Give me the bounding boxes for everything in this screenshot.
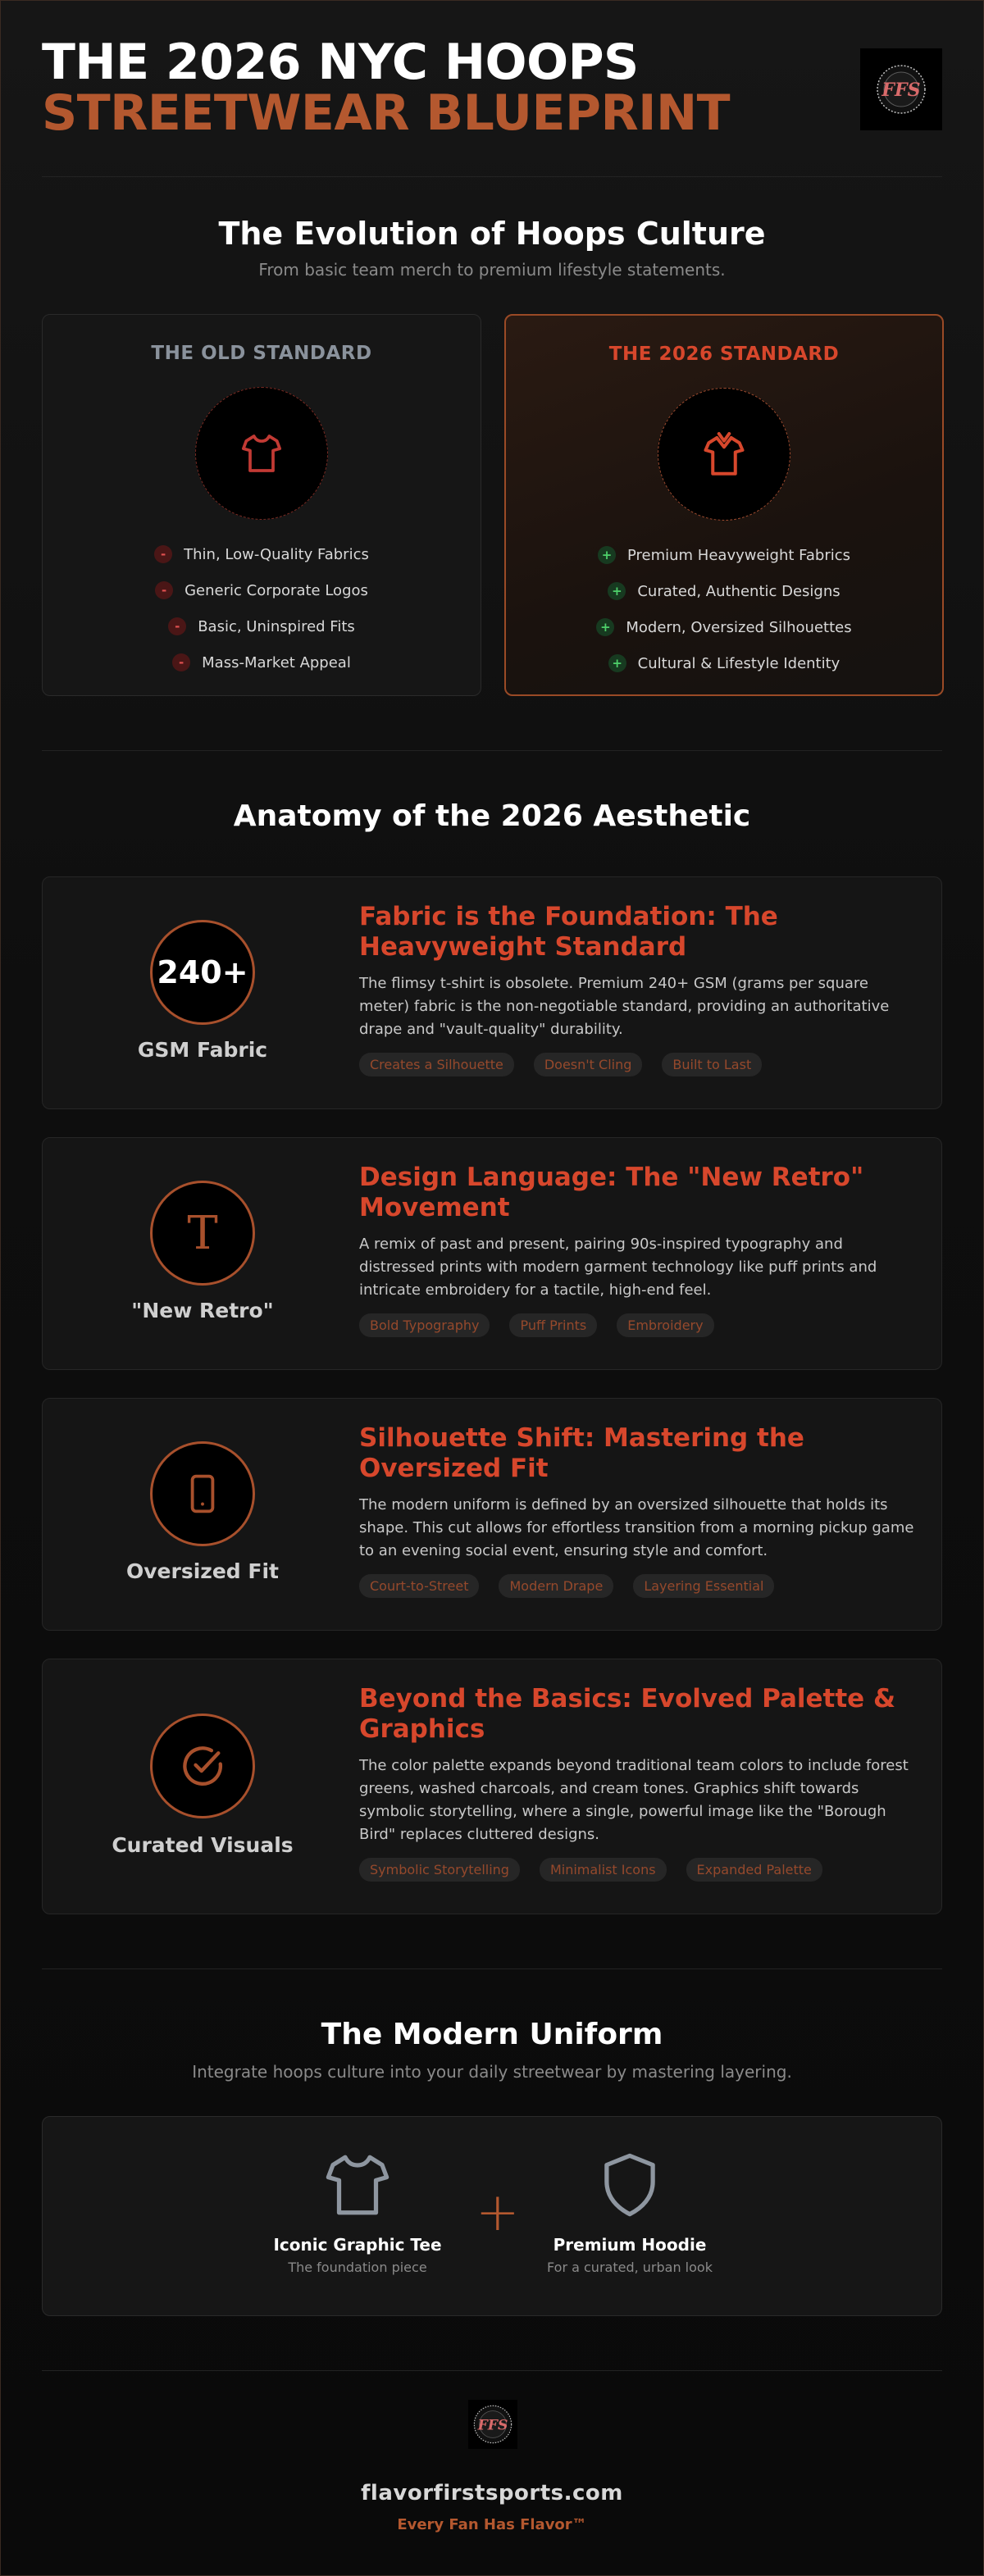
feature-title: Design Language: The "New Retro" Movement <box>359 1163 864 1222</box>
feature-tags <box>359 1574 917 1598</box>
uniform-card <box>42 2116 942 2316</box>
old-tee-badge <box>195 387 328 520</box>
logo-monogram: FFS <box>477 2417 508 2434</box>
list-item-label: Generic Corporate Logos <box>184 581 368 599</box>
divider <box>42 1968 942 1969</box>
list-item <box>506 609 942 645</box>
list-item <box>43 536 481 572</box>
list-item-label: Modern, Oversized Silhouettes <box>626 618 852 636</box>
brand-logo-icon <box>875 63 927 116</box>
new-standard-list <box>506 537 942 681</box>
list-item-label: Premium Heavyweight Fabrics <box>626 546 850 564</box>
feature-tags <box>359 1858 917 1882</box>
feature-content <box>359 1684 917 1882</box>
old-standard-card <box>42 314 481 696</box>
uniform-subtitle: Integrate hoops culture into your daily streetwear by mastering layering. <box>192 2062 792 2082</box>
feature-body: A remix of past and present, pairing 90s-inspired typography and distressed prints with modern garment technology like puff prints and intricate embroidery for a tactile, high-end feel. <box>359 1236 877 1299</box>
check-circle-icon <box>179 1742 226 1790</box>
minus-icon: - <box>168 617 186 635</box>
check-badge <box>150 1714 255 1818</box>
plus-icon: + <box>598 546 616 564</box>
feature-visual <box>43 1659 362 1914</box>
tag: Minimalist Icons <box>540 1858 667 1882</box>
tag: Court-to-Street <box>359 1574 479 1598</box>
feature-card-silhouette <box>42 1398 942 1631</box>
minus-icon: - <box>154 545 172 563</box>
typography-badge <box>150 1181 255 1286</box>
feature-title: Beyond the Basics: Evolved Palette & Graphics <box>359 1684 896 1744</box>
feature-caption: GSM Fabric <box>137 1038 268 1062</box>
plus-icon: + <box>596 618 614 636</box>
uniform-title: The Modern Uniform <box>321 2018 663 2051</box>
feature-body: The flimsy t-shirt is obsolete. Premium 240+ GSM (grams per square meter) fabric is the non-negotiable standard, providing an authoritative drape and "vault-quality" durability. <box>359 975 890 1038</box>
new-tee-badge <box>658 388 790 521</box>
old-standard-heading: THE OLD STANDARD <box>151 343 372 364</box>
plus-icon: + <box>608 654 626 672</box>
minus-icon: - <box>172 653 190 671</box>
feature-caption: "New Retro" <box>131 1299 274 1322</box>
feature-visual <box>43 1138 362 1369</box>
list-item-label: Curated, Authentic Designs <box>637 582 840 600</box>
feature-content <box>359 1163 917 1337</box>
uniform-item-name: Iconic Graphic Tee <box>273 2235 442 2255</box>
uniform-item-tee <box>259 2148 456 2275</box>
plus-icon: + <box>476 2182 520 2243</box>
tag: Layering Essential <box>633 1574 774 1598</box>
uniform-item-name: Premium Hoodie <box>553 2235 707 2255</box>
feature-tags <box>359 1313 917 1337</box>
mobile-phone-icon <box>180 1472 225 1516</box>
tag: Creates a Silhouette <box>359 1053 514 1076</box>
footer-tagline: Every Fan Has Flavor™ <box>397 2516 587 2533</box>
feature-body: The modern uniform is defined by an oversized silhouette that holds its shape. This cut allows for effortless transition from a morning pickup game to an evening social event, ensuring style and comfort. <box>359 1496 914 1559</box>
list-item <box>43 572 481 608</box>
tshirt-icon <box>321 2148 394 2222</box>
feature-title: Silhouette Shift: Mastering the Oversized Fit <box>359 1423 804 1483</box>
phone-badge <box>150 1441 255 1546</box>
feature-title: Fabric is the Foundation: The Heavyweight Standard <box>359 902 778 962</box>
list-item-label: Mass-Market Appeal <box>202 653 351 671</box>
tag: Built to Last <box>662 1053 762 1076</box>
divider <box>42 176 942 177</box>
shield-icon <box>593 2148 667 2222</box>
uniform-item-hoodie <box>531 2148 728 2275</box>
header <box>42 34 942 143</box>
feature-card-palette <box>42 1659 942 1914</box>
feature-tags <box>359 1053 917 1076</box>
feature-caption: Curated Visuals <box>112 1833 294 1857</box>
divider <box>42 750 942 751</box>
list-item-label: Cultural & Lifestyle Identity <box>637 654 840 672</box>
tag: Symbolic Storytelling <box>359 1858 520 1882</box>
list-item <box>43 608 481 644</box>
anatomy-title: Anatomy of the 2026 Aesthetic <box>233 799 751 833</box>
feature-card-new-retro <box>42 1137 942 1370</box>
brand-logo-icon <box>472 2404 513 2445</box>
minus-icon: - <box>155 581 173 599</box>
uniform-item-desc: For a curated, urban look <box>547 2260 713 2275</box>
tag: Modern Drape <box>499 1574 613 1598</box>
list-item-label: Thin, Low-Quality Fabrics <box>184 545 369 563</box>
vneck-tshirt-icon <box>699 430 749 479</box>
title-line-1: THE 2026 NYC HOOPS <box>42 34 639 91</box>
feature-content <box>359 902 917 1076</box>
feature-visual <box>43 877 362 1108</box>
plus-icon: + <box>608 582 626 600</box>
logo-monogram: FFS <box>882 80 921 101</box>
uniform-item-desc: The foundation piece <box>288 2260 427 2275</box>
tag: Bold Typography <box>359 1313 490 1337</box>
tag: Doesn't Cling <box>534 1053 643 1076</box>
old-standard-list <box>43 536 481 680</box>
tag: Puff Prints <box>509 1313 597 1337</box>
gsm-stat-value: 240+ <box>157 954 248 990</box>
title-line-2: STREETWEAR BLUEPRINT <box>42 84 731 142</box>
tag: Embroidery <box>617 1313 713 1337</box>
list-item <box>506 537 942 573</box>
tshirt-icon <box>239 430 285 476</box>
list-item <box>43 644 481 680</box>
feature-caption: Oversized Fit <box>126 1559 279 1583</box>
typography-icon: T <box>187 1206 218 1260</box>
list-item <box>506 573 942 609</box>
tag: Expanded Palette <box>686 1858 822 1882</box>
feature-card-fabric <box>42 876 942 1109</box>
footer-site-link[interactable]: flavorfirstsports.com <box>361 2481 623 2505</box>
gsm-stat-badge <box>150 920 255 1025</box>
footer-logo <box>468 2400 517 2449</box>
feature-body: The color palette expands beyond traditional team colors to include forest greens, washed charcoals, and cream tones. Graphics shift towards symbolic storytelling, where a single, powerful image like the "Borough Bird" replaces cluttered designs. <box>359 1757 909 1843</box>
divider <box>42 2370 942 2371</box>
evolution-subtitle: From basic team merch to premium lifestyle statements. <box>258 260 726 280</box>
feature-content <box>359 1423 917 1598</box>
brand-logo <box>860 48 942 130</box>
feature-visual <box>43 1399 362 1630</box>
list-item <box>506 645 942 681</box>
evolution-title: The Evolution of Hoops Culture <box>218 216 766 252</box>
new-standard-heading: THE 2026 STANDARD <box>608 344 840 365</box>
list-item-label: Basic, Uninspired Fits <box>198 617 355 635</box>
new-standard-card <box>504 314 944 696</box>
